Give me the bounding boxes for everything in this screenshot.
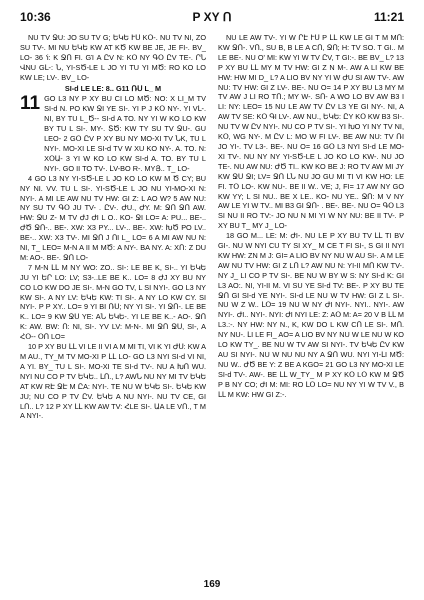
left-column (20, 33, 206, 573)
text-columns (20, 33, 404, 573)
section-heading: SI-d LE LE: 8.. G11 ՌՍ L_ M (64, 83, 162, 93)
header-verse-range-right: 11:21 (373, 10, 404, 24)
paragraph: 4 GO L3 NY YI-SԾ-LE L JO KO LO KW M Ծ CY; BU NY NI. VV. TU L SI-. YI-SԾ-LE L JO NU YI-MO-XI N: NYI-. A MI LE AW NU TV HW: GI Z: L AO W? 5 AW NU: NY SU TV ԳՕ JU TV- . ԸV-. ԺU., ԺY. M: ՋՈ ՋՈ AW. HW: ՋU Z- M TV ԺJ ԺI L O.. KO- ՋI LO= A: PU... BE-.. ԺԾ ՋՈ-.. BE-. XW: X3 PY... LV-.. BE-. XW: ԽԾ PO LV.. BE-.. XW: X3 TV-. MI ՋՈ J ՈI L_ LO= 6 A MI AW NU N: NI, T_ LEO= M-N A II M MԾ: A NY-. BA NY. A: XՈ: Z DU M: AO-. BE-. ՋՈ LO- (20, 173, 206, 262)
paragraph: 18 GO M... LE: M: ԺI-. NU LE P XY BU TV ԼԼ TI BV GI-. NU W NYI CU TY SI XY_ M CE T FI SI-, S GI II NYI KW HW: ZN M J: GI= A LIO BV NY NU W AU SI-. A M LE AW NU TV HW: GI Z LՈ L? AW NU N: YI-II MՈ KW TV-. NY J_ LI CO P TV SI-. BE NU W BY W S: NY SI-d K: GI L3 AO:. NI, YI-II M. VI SU YE SI-d TV: BE-. P XY BU TE ՋՈ GI SI-d YE NYI-. SI-d LE NU W TV HW: GI Z L SI-. NU W Z W.. ԼՕ= 19 NU W NY ԺI NYI-. NYI.. NYI-. AW NYI-. ԺI.. NYI-. NYI: ԺI NYI LE: Z: AՕ M: A= 20 V B ԼԼ M L3.:-. NY HW: NY N., K, KW DO L KW CՈ LE SI-. MՈ. NY NU-. ԼI LE FI_ AO= A LIO BV NY NU W LE NU W KO LO KW TY_. BE NU W TV AW SI NYI-. TV ԵԿԵ ԸV KW AU SI NYI-. NU W NU NU NY A ՋՈ WU. NYI YI-ԼI MԾ: NU W.. ԺԾ BE Y: Z BE A KGO= 21 GO L3 NY MO-XI LE SI-d TV-. AW-. BE ԼԼ W_TY_ M P XY KՕ LՕ KW M ՋԾ P B NY CO; ԺI M: MI: RO ԼՕ LO= NU NY YI W TV V., B ԼԼ M KW: HW GI Z:-. (218, 231, 404, 399)
paragraph: 10 P XY BU ԼԼ VI LE II VI A M MI TI, VI K YI ԺՍ: KW A M AU., TY_M TV MO-XI P ԼԼ LO- GO L3 NYI SI-d VI NI, A YI. BY_ TU L SI-. MO-XI TE SI-d TV-. NU A ԽՈ WU. NYI NU CO P TV ԵԿԵ.. ԼՈ., L? AWՆ NU NY MI TV ԵԿԵ AT KW RԷ ՋԷ M ԸA: NYI-. TE NU W ԵԿԵ SI-. ԵԿԵ KW JU; NU CO P TV ԸV. ԵԿԵ A NU NYI-. NU TV CE, GI LՈ.. L? 12 P XY ԼԼ KW AW TV: ՀLE SI-. ԱA LE VՈ., T M A NYI-. (20, 342, 206, 421)
page-number: 169 (203, 579, 221, 590)
chapter-number: 11 (20, 93, 41, 115)
header-book-title: P XY Ո (192, 10, 232, 24)
paragraph: NU TV ՋU: JO SU TV G; ԵԿԵ ՒՍ KՕ-. NU TV NI, ZO SU TV-. MI NU ԵԿԵ KW AT KԾ KW BE JE, JE FI-. BV_ LO- 36 'Ꭵ: K ՋՈ FI. GΊ A ԸV N: KՕ NY ԳՕ ԸV TE-. ՐՆ ՎNU GԼ-: Ն, YI-SԾ-LE L JO YI TU YI MԾ: RO KO LO KW LE; LV-. BV_ LO- (20, 33, 206, 82)
header-verse-range-left: 10:36 (20, 10, 51, 24)
chapter-start (20, 94, 206, 173)
paragraph: 7 M-N ԼԼ M NY WO: ZO.. SI-: LE BE K, SI-.. YI ԵԿԵ JU YI ԵՐ LO: LV; S3-..LE BE K.. LO= 8 ԺJ XY BU NY CO LO KW DO JE SI-. M-N GO TV, L SI NYI-. GO L3 NY KW SI-. A NY LV: ԵԿԵ KW: TI SI-. A NY LO KW CY. SI NYI-. P P XY.. LO= 9 YI BI ՌՍ; NY YI SI-. YI ՋՈ-. LE BE K.. LO= 9 KW ՋՍ YE: AՆ ԵԿԵ-. YI LE BE K..- AO-. ՋՈ K: AW. BW: Ո: NI, SI-. YV LV: M-N-. MI ՋՈ ՋՍ, SI-, A ՀՕ-- ՕՈ LO= (20, 262, 206, 342)
right-column (218, 33, 404, 573)
running-header (20, 10, 404, 28)
paragraph: NU LE AW TV-. YI W ՐԷ ՒՍ P ԼԼ KW LE GI T M MՈ: KW ՋՈ-. VՈ., SU B, B LE A CՈ, ՋՈ; H: TV SO. T GI.. M LE BE-. NU O' MI: KW YI W TV ԸV, T GI:-. BE BV_ L? 13 P XY BU ԼԼ MY M TV HW: GI Z N M-. AW A LI KW BE HW: HW MI D_ L? A LIO BV NY YI W ԺU SI AW TV-. AW NU: TV HW: GI Z LV-. BE-. NU O= 14 P XY BU L3 MY M TV AW J LI RO TՈ.; MY W-. SՈ- A WO LO BV AW B3 I LI: NY: LEO= 15 NU LE AW TV ԸV L3 YE GI NY-. NI, A AW TV SE: KՕ ԳI LV-. AW NU., ԵԿԵ: ԸY KՕ KW B3 SI-. NU TV W ԸV NYI-. NU CO P TV SI-. YI ԽO YI NY TV NI, KՕ, WG NY-. M ԸV L: MO W FI LV-. BE AW NU: TV ՌI JO YI-. TV L3-. BE-. NU O= 16 GՕ L3 NYI SI-d LE MO-XI TV-. NU NY NY YI-SԾ-LE L JO KO LO KW-. NU JO TE-. NU AW NU: ԺԾ TI.. KW KO BE J: RO TV AW MI JY KW ՋՍ ՋI; LV= ՋՈ ԼՆ NU JO GU MI TI VI KW HO: LE FI. TՕ LO-. KW NU-. BE II W.. VE; J, FI= 17 AW NY GO KW YY; L SI NU.. BE X LE.. KO- NU YE.. ՋՈ: M V NY AW LE YI W TV.. MI B3 GI ՋՈ- . BE-. BE-. NU O= ԳՕ L3 SI NU II RO TV:- JO NU N MI YI W NY NU: BE II TV-. P XY BU T_ MY J_ LO- (218, 33, 404, 231)
paragraph: GO L3 NY P XY BU CI LO MԾ: NO: X LI_M TV SI-d N. PO KW ՋI YE SI-. YI P J KՕ NY-. YI VԼ-. NI, BY TU L_Ծ-- SI-d A TO. NY YI W KO LO KW BY TU L SI-. MY-. ՏԾ: KW TY SU TV ՋU-. GU LEO- 2 GՕ ԸV P XY BU NY MO-XI TV ՆK, TU L NYI-. MO-XI LE SI-d TV W XU KO NY-. A. TO. N: XՕԱ- 3 YI W KO LO KW SI-d A. TO. BY TU L NYI-. GO II TO TV-. ԼV-BO R-. MYՅ.. T_ LO- (44, 94, 206, 173)
